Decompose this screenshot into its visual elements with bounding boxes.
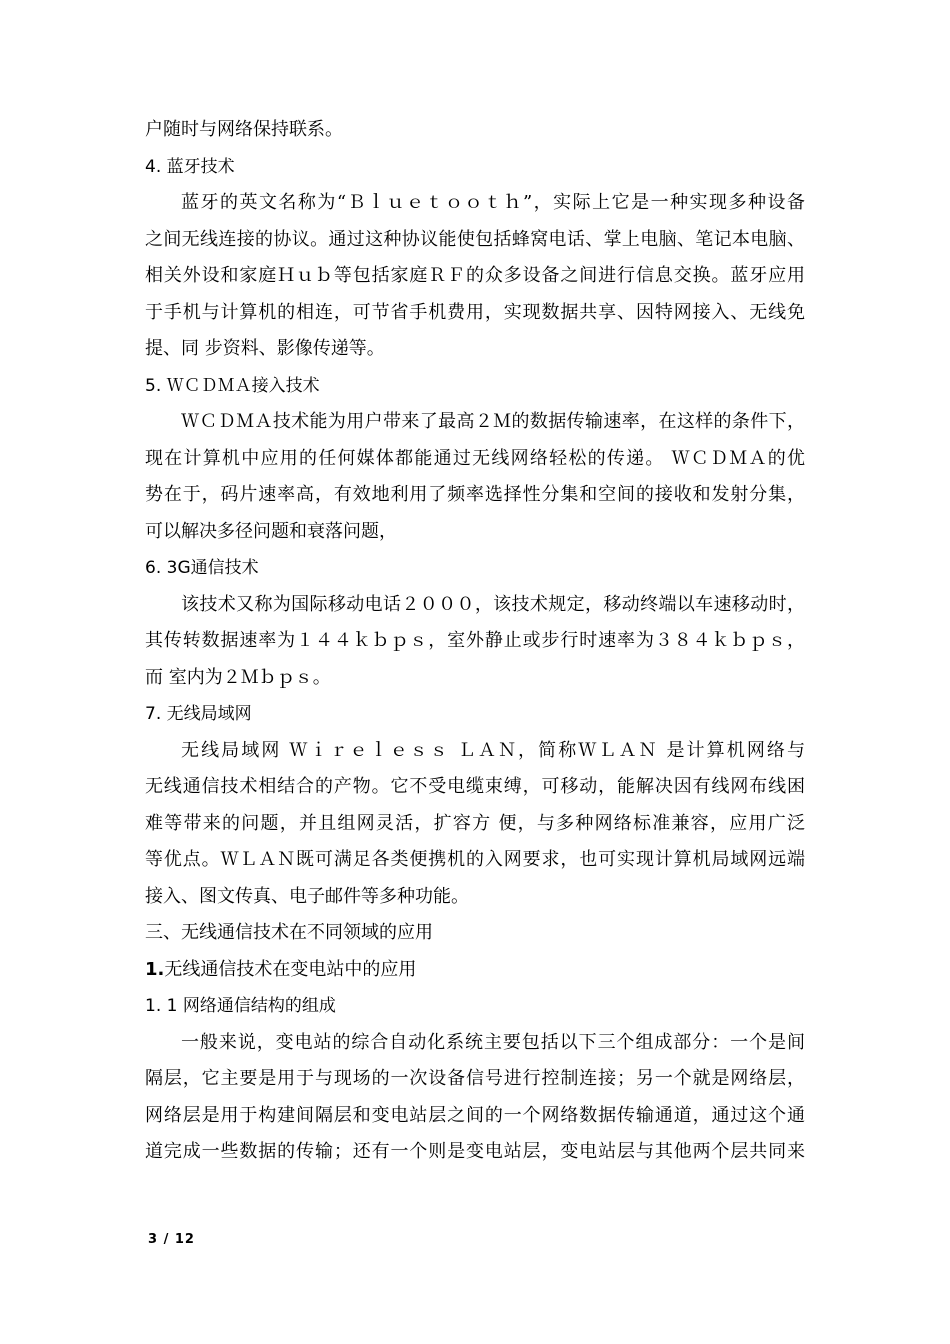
paragraph-line: 隔层，它主要是用于与现场的一次设备信号进行控制连接；另一个就是网络层， bbox=[145, 1068, 805, 1089]
subsection-number: 1. bbox=[145, 958, 165, 980]
heading-network-structure: 1. 1 网络通信结构的组成 bbox=[145, 996, 336, 1016]
subsection-text: 无线通信技术在变电站中的应用 bbox=[164, 958, 417, 980]
subsection-title bbox=[145, 952, 805, 989]
document-page bbox=[145, 112, 805, 1171]
paragraph-line: 势在于，码片速率高，有效地利用了频率选择性分集和空间的接收和发射分集， bbox=[145, 484, 805, 505]
paragraph-line: 而 室内为２Ｍｂｐｓ。 bbox=[145, 666, 331, 688]
paragraph-line: 提、同 步资料、影像传递等。 bbox=[145, 338, 385, 359]
paragraph-line: 户随时与网络保持联系。 bbox=[145, 119, 343, 140]
paragraph-line: 该技术又称为国际移动电话２０００，该技术规定，移动终端以车速移动时， bbox=[181, 593, 805, 615]
heading-wcdma: 5. ＷＣＤＭＡ接入技术 bbox=[145, 375, 320, 396]
paragraph-line: 之间无线连接的协议。通过这种协议能使包括蜂窝电话、掌上电脑、笔记本电脑、 bbox=[145, 228, 805, 250]
paragraph-line: 难等带来的问题，并且组网灵活，扩容方 便，与多种网络标准兼容，应用广泛 bbox=[145, 812, 805, 834]
paragraph-line: 于手机与计算机的相连，可节省手机费用，实现数据共享、因特网接入、无线免 bbox=[145, 301, 805, 323]
paragraph-line: ＷＣＤＭＡ技术能为用户带来了最高２Ｍ的数据传输速率，在这样的条件下， bbox=[181, 411, 805, 432]
heading-wlan: 7. 无线局域网 bbox=[145, 704, 252, 724]
paragraph-line: 相关外设和家庭Ｈｕｂ等包括家庭ＲＦ的众多设备之间进行信息交换。蓝牙应用 bbox=[145, 265, 805, 286]
paragraph-line: 无线通信技术相结合的产物。它不受电缆束缚，可移动，能解决因有线网布线困 bbox=[145, 776, 805, 797]
paragraph-line: 等优点。ＷＬＡＮ既可满足各类便携机的入网要求，也可实现计算机局域网远端 bbox=[145, 849, 805, 870]
heading-3g: 6. 3G通信技术 bbox=[145, 558, 259, 578]
paragraph-line: 无线局域网 Ｗｉｒｅｌｅｓｓ ＬＡＮ，简称ＷＬＡＮ 是计算机网络与 bbox=[181, 739, 805, 761]
heading-bluetooth: 4. 蓝牙技术 bbox=[145, 156, 235, 177]
paragraph-line: 蓝牙的英文名称为“Ｂｌｕｅｔｏｏｔｈ”，实际上它是一种实现多种设备 bbox=[181, 192, 805, 213]
paragraph-line: 接入、图文传真、电子邮件等多种功能。 bbox=[145, 885, 469, 907]
paragraph-line: 现在计算机中应用的任何媒体都能通过无线网络轻松的传递。 ＷＣＤＭＡ的优 bbox=[145, 447, 805, 469]
paragraph-line: 道完成一些数据的传输；还有一个则是变电站层，变电站层与其他两个层共同来 bbox=[145, 1141, 805, 1162]
page-number: 3 / 12 bbox=[148, 1232, 195, 1247]
paragraph-line: 网络层是用于构建间隔层和变电站层之间的一个网络数据传输通道，通过这个通 bbox=[145, 1104, 805, 1126]
paragraph-line: 其传转数据速率为１４４ｋｂｐｓ，室外静止或步行时速率为３８４ｋｂｐｓ， bbox=[145, 630, 805, 651]
paragraph-line: 一般来说，变电站的综合自动化系统主要包括以下三个组成部分：一个是间 bbox=[181, 1031, 805, 1053]
paragraph-line: 可以解决多径问题和衰落问题， bbox=[145, 520, 397, 542]
section-title: 三、无线通信技术在不同领域的应用 bbox=[145, 922, 433, 943]
